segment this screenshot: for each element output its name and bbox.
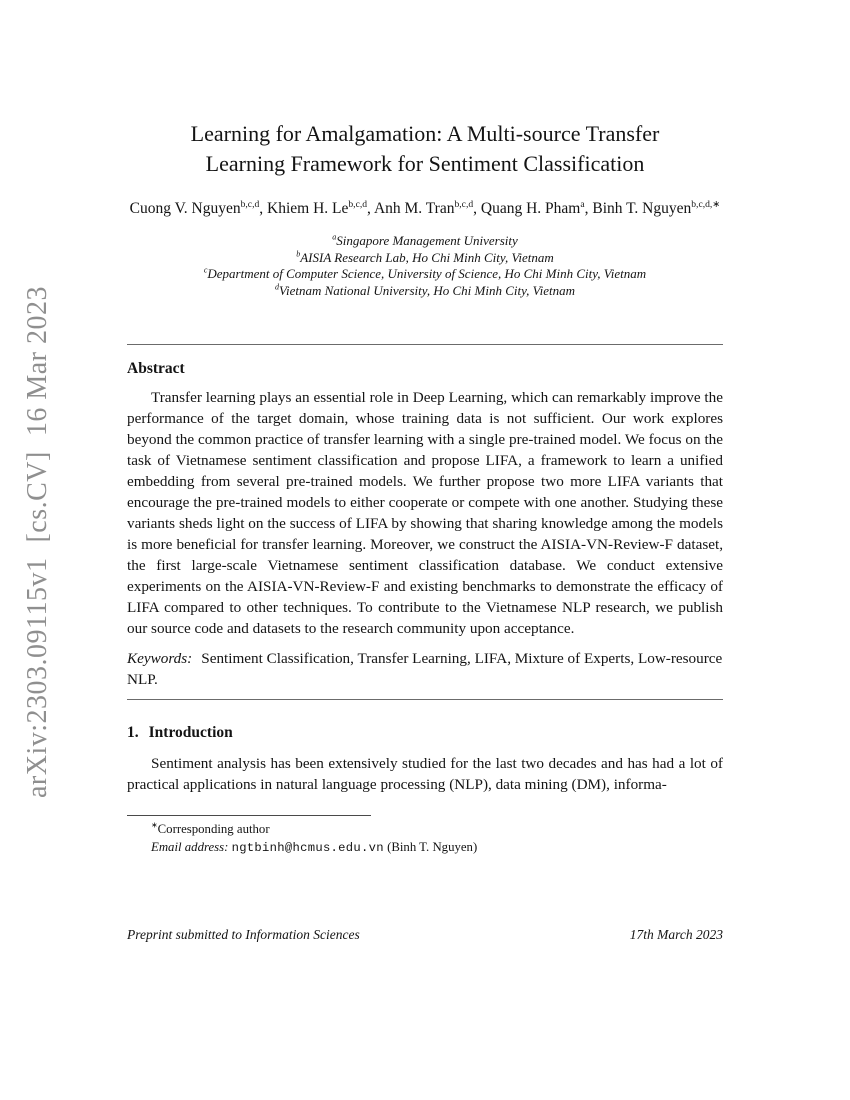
affiliation: $^c$Department of Computer Science, University of Science, Ho Chi Minh City, Vietnam: [203, 265, 647, 282]
email-note: (Binh T. Nguyen): [387, 839, 478, 854]
affiliation-list: [127, 233, 723, 299]
page-footer: [127, 927, 723, 943]
author-affiliation-marks: a: [580, 198, 585, 210]
abstract-top-rule: [127, 344, 723, 345]
keywords-label: Keywords:: [127, 650, 193, 668]
footer-date: 17th March 2023: [629, 927, 723, 942]
section-heading-introduction: [127, 724, 723, 742]
author: Binh T. Nguyen$^{b,c,d,∗}$: [592, 198, 721, 217]
footer-preprint-note: Preprint submitted to Information Sciences: [127, 927, 360, 942]
author-list: [127, 197, 723, 221]
introduction-text: Sentiment analysis has been extensively studied for the last two decades and has had a lot of practical applications in natural language processing (NLP), data mining (DM), informa-: [127, 755, 723, 794]
author-affiliation-marks: b,c,d: [454, 198, 474, 210]
author: Khiem H. Le$^{b,c,d}$,: [267, 198, 374, 217]
paper-content: [127, 0, 723, 857]
email-address: ngtbinh@hcmus.edu.vn: [231, 840, 384, 855]
author-affiliation-marks: b,c,d: [348, 198, 368, 210]
paper-title-line2: Learning Framework for Sentiment Classification: [205, 151, 645, 176]
affiliation: $^a$Singapore Management University: [332, 232, 518, 248]
author: Anh M. Tran$^{b,c,d}$,: [373, 198, 481, 217]
footnote-rule: [127, 815, 371, 816]
author: Quang H. Pham$^a$,: [480, 198, 593, 217]
footnote-marker: ∗: [151, 821, 158, 831]
author: Cuong V. Nguyen$^{b,c,d}$,: [129, 198, 268, 217]
keywords-text: Sentiment Classification, Transfer Learning, LIFA, Mixture of Experts, Low-resource NLP.: [127, 650, 723, 689]
email-label: Email address:: [151, 839, 229, 854]
paper-title: [127, 119, 723, 179]
section-title: Introduction: [148, 724, 233, 742]
section-number: 1.: [127, 724, 139, 742]
email-line: [151, 839, 723, 858]
author-affiliation-marks: b,c,d: [240, 198, 260, 210]
abstract-bottom-rule: [127, 699, 723, 700]
affiliation: $^b$AISIA Research Lab, Ho Chi Minh City, Vietnam: [296, 249, 554, 265]
paper-title-line1: Learning for Amalgamation: A Multi-source Transfer: [190, 121, 660, 146]
affiliation: $^d$Vietnam National University, Ho Chi Minh City, Vietnam: [275, 282, 575, 298]
abstract-text: Transfer learning plays an essential role in Deep Learning, which can remarkably improve the performance of the target domain, whose training data is not sufficient. Our work explores beyond the common practice of transfer learning with a single pre-trained model. We focus on the task of Vietnamese sentiment classification and propose LIFA, a framework to learn a unified embedding from several pre-trained models. We further propose two more LIFA variants that encourage the pre-trained models to either cooperate or compete with one another. Studying these variants sheds light on the success of LIFA by showing that sharing knowledge among the models is more beneficial for transfer learning. Moreover, we construct the AISIA-VN-Review-F dataset, the first large-scale Vietnamese sentiment classification database. We conduct extensive experiments on the AISIA-VN-Review-F and existing benchmarks to demonstrate the efficacy of LIFA compared to other techniques. To contribute to the Vietnamese NLP research, we publish our source code and datasets to the research community upon acceptance.: [127, 389, 723, 638]
corresponding-author-note: ∗Corresponding author: [151, 821, 270, 837]
author-affiliation-marks: b,c,d,∗: [691, 198, 721, 210]
abstract-heading: Abstract: [127, 360, 185, 378]
arxiv-watermark: arXiv:2303.09115v1 [cs.CV] 16 Mar 2023: [22, 285, 53, 799]
keywords-block: [127, 648, 723, 690]
footnote-block: [127, 821, 723, 857]
